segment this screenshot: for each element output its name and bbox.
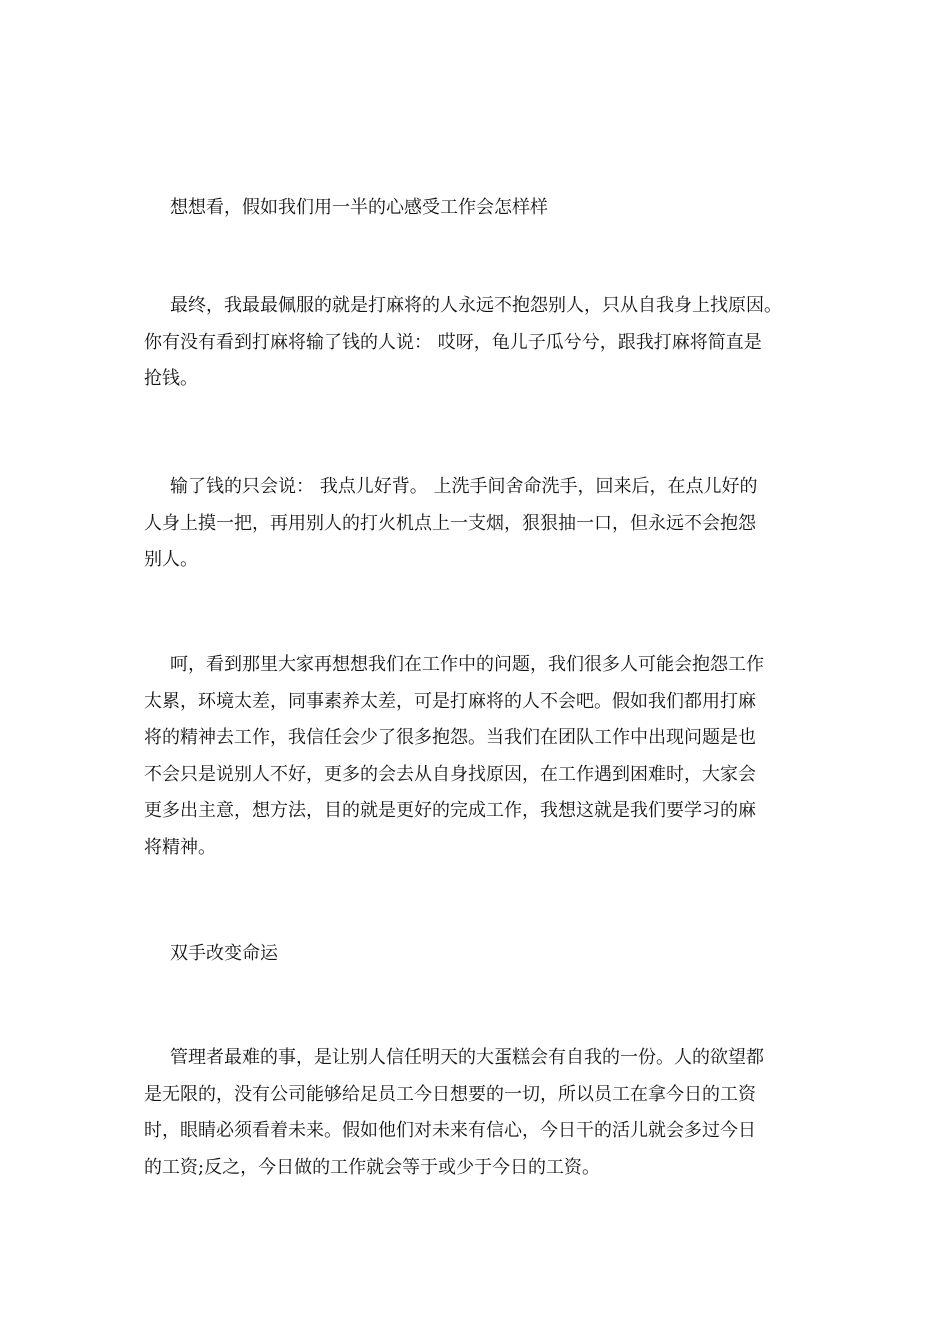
paragraph-line: 别人。: [144, 549, 198, 570]
paragraph-line: 时，眼睛必须看着未来。假如他们对未来有信心，今日干的活儿就会多过今日: [144, 1120, 756, 1141]
paragraph-line: 管理者最难的事，是让别人信任明天的大蛋糕会有自我的一份。人的欲望都: [170, 1047, 764, 1068]
paragraph-1: [144, 288, 812, 398]
paragraph-line: 你有没有看到打麻将输了钱的人说： 哎呀，龟儿子瓜兮兮，跟我打麻将简直是: [144, 331, 762, 353]
paragraph-line: 最终，我最最佩服的就是打麻将的人永远不抱怨别人，只从自我身上找原因。: [170, 295, 782, 316]
paragraph-line: 人身上摸一把，再用别人的打火机点上一支烟，狠狠抽一口，但永远不会抱怨: [144, 512, 756, 534]
paragraph-line: 抢钱。: [144, 368, 198, 389]
paragraph-line: 将精神。: [144, 836, 216, 858]
paragraph-3: [144, 647, 812, 866]
paragraph-line: 呵，看到那里大家再想想我们在工作中的问题，我们很多人可能会抱怨工作: [170, 654, 764, 675]
paragraph-line: 将的精神去工作，我信任会少了很多抱怨。当我们在团队工作中出现问题是也: [144, 727, 756, 748]
section-heading-2: 双手改变命运: [170, 943, 278, 964]
paragraph-line: 是无限的，没有公司能够给足员工今日想要的一切，所以员工在拿今日的工资: [144, 1083, 756, 1105]
paragraph-4: [144, 1040, 812, 1186]
paragraph-line: 的工资;反之，今日做的工作就会等于或少于今日的工资。: [144, 1156, 601, 1178]
paragraph-line: 不会只是说别人不好，更多的会去从自身找原因，在工作遇到困难时，大家会: [144, 763, 756, 785]
paragraph-line: 太累，环境太差，同事素养太差，可是打麻将的人不会吧。假如我们都用打麻: [144, 690, 756, 712]
section-heading-1: 想想看，假如我们用一半的心感受工作会怎样样: [170, 197, 548, 218]
paragraph-line: 输了钱的只会说： 我点儿好背。 上洗手间舍命洗手，回来后，在点儿好的: [170, 476, 758, 497]
paragraph-line: 更多出主意，想方法，目的就是更好的完成工作，我想这就是我们要学习的麻: [144, 800, 756, 821]
paragraph-2: [144, 469, 812, 579]
